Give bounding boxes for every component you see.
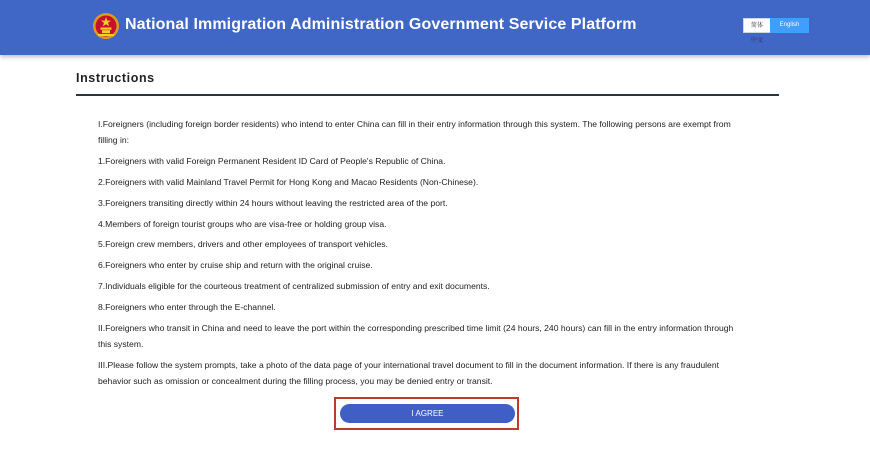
instruction-paragraph: 6.Foreigners who enter by cruise ship and return with the original cruise. — [98, 260, 373, 271]
title-divider — [76, 94, 779, 96]
agree-button-highlight — [334, 397, 519, 430]
instructions-content — [98, 116, 738, 394]
instruction-paragraph: 3.Foreigners transiting directly within 24 hours without leaving the restricted area of the port. — [98, 197, 448, 208]
lang-chinese-button[interactable]: 简体中文 — [743, 18, 770, 33]
instructions-panel — [76, 62, 779, 96]
instruction-paragraph: III.Please follow the system prompts, take a photo of the data page of your international travel document to fill in the document information. If there is any fraudulent behavior such as omission or concealment during the filling process, you may be denied entry or transit. — [98, 359, 720, 386]
agree-button[interactable]: I AGREE — [340, 404, 515, 423]
site-header — [0, 0, 870, 55]
national-emblem-icon — [92, 12, 120, 40]
instruction-paragraph: 8.Foreigners who enter through the E-channel. — [98, 302, 276, 313]
instruction-paragraph: 4.Members of foreign tourist groups who are visa-free or holding group visa. — [98, 218, 387, 229]
lang-english-button[interactable]: English — [770, 18, 809, 33]
instruction-paragraph: 1.Foreigners with valid Foreign Permanent Resident ID Card of People's Republic of China. — [98, 155, 446, 166]
language-switcher — [743, 18, 809, 44]
site-title: National Immigration Administration Government Service Platform — [125, 16, 637, 33]
instruction-paragraph: II.Foreigners who transit in China and need to leave the port within the corresponding prescribed time limit (24 hours, 240 hours) can fill in the entry information through this system. — [98, 323, 734, 350]
instruction-paragraph: 7.Individuals eligible for the courteous treatment of centralized submission of entry and exit documents. — [98, 281, 490, 292]
instruction-paragraph: 5.Foreign crew members, drivers and other employees of transport vehicles. — [98, 239, 388, 250]
instruction-paragraph: I.Foreigners (including foreign border residents) who intend to enter China can fill in their entry information through this system. The following persons are exempt from filling in: — [98, 119, 731, 145]
page-title: Instructions — [76, 71, 155, 85]
instruction-paragraph: 2.Foreigners with valid Mainland Travel Permit for Hong Kong and Macao Residents (Non-Chinese). — [98, 176, 479, 187]
